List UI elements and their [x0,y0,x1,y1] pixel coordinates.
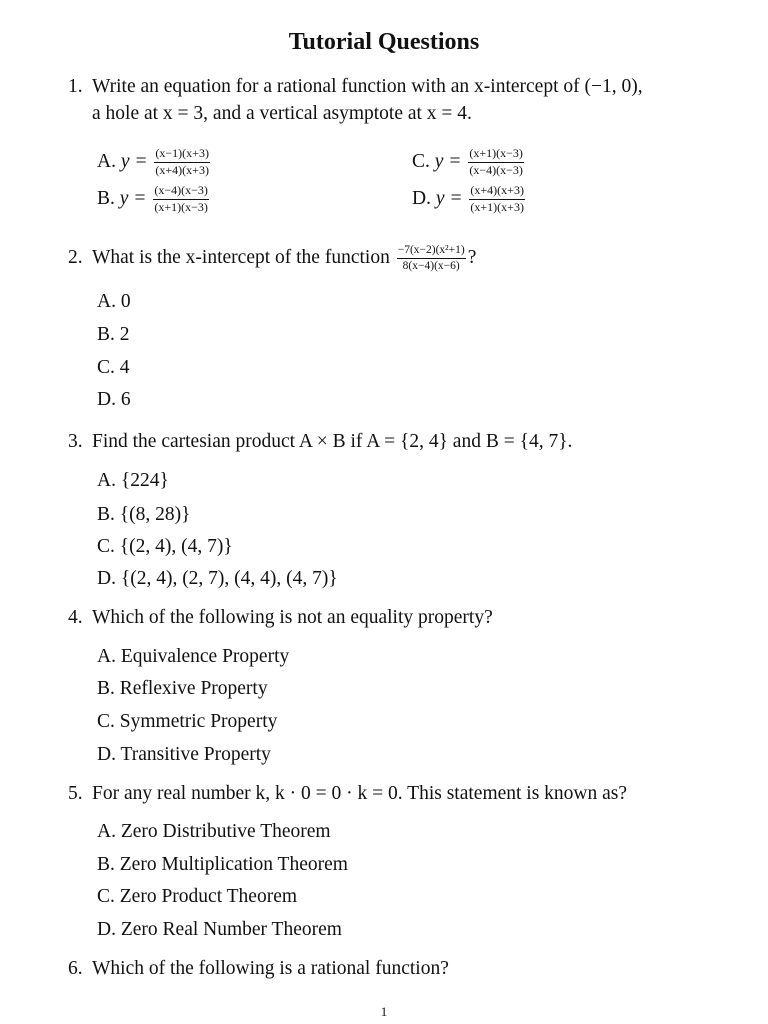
question-1 [68,75,728,126]
option-3c: C. {(2, 4), (4, 7)} [97,536,233,557]
question-number: 3. [68,431,83,452]
option-fraction: $\frac{(x-4)(x-3)}{(x+1)(x-3)}$ [154,183,208,214]
question-text: For any real number k, k · 0 = 0 · k = 0. This statement is known as? [92,783,628,804]
option-1a [97,147,212,178]
question-2: 2. What is the x-intercept of the function $\frac{\text{−7(x−2)(x²+1)}}{8(x-4)(x-6)}$ ? [68,244,477,273]
question-text: Which of the following is not an equality property? [92,607,493,628]
option-4a: A. Equivalence Property [97,646,290,667]
option-1b [97,184,211,215]
option-lhs: y = [435,187,463,209]
option-2a: A. 0 [97,291,131,312]
option-lhs: y = [119,187,147,209]
question-text-line2: a hole at x = 3, and a vertical asymptote at x = 4. [92,103,472,125]
question-text: Find the cartesian product A × B if A = {2, 4} and B = {4, 7}. [92,431,573,452]
option-lhs: y = [434,150,462,172]
option-fraction: $\frac{(x+4)(x+3)}{(x+1)(x+3)}$ [470,183,524,214]
page-number: 1 [380,1004,388,1019]
question-text-line1: Write an equation for a rational function with an x-intercept of (−1, 0), [92,76,643,97]
option-3b: B. {(8, 28)} [97,504,191,525]
option-5c: C. Zero Product Theorem [97,886,298,907]
question-number: 6. [68,958,83,979]
option-fraction: $\frac{(x+1)(x-3)}{(x-4)(x-3)}$ [469,146,523,177]
option-label: B. [97,187,115,209]
question-3 [68,430,728,453]
question-fraction: $\frac{\text{−7(x−2)(x²+1)}}{8(x-4)(x-6)}$ [397,244,465,273]
question-4 [68,606,728,629]
option-5d: D. Zero Real Number Theorem [97,919,342,940]
question-number: 5. [68,783,83,804]
option-1d [412,184,527,215]
option-label: C. [412,150,430,172]
question-text: What is the x-intercept of the function [92,247,390,269]
option-label: D. [412,187,431,209]
option-4c: C. Symmetric Property [97,711,278,732]
option-fraction: $\frac{(x-1)(x+3)}{(x+4)(x+3)}$ [155,146,209,177]
option-1c [412,147,526,178]
option-lhs: y = [120,150,148,172]
question-number: 2. [68,247,83,269]
option-2b: B. 2 [97,324,130,345]
question-6 [68,957,728,980]
option-3d: D. {(2, 4), (2, 7), (4, 4), (4, 7)} [97,568,338,589]
question-text: Which of the following is a rational function? [92,958,449,979]
option-5b: B. Zero Multiplication Theorem [97,854,348,875]
question-number: 1. [68,76,83,97]
option-4d: D. Transitive Property [97,744,271,765]
question-5 [68,782,728,805]
question-number: 4. [68,607,83,628]
page-title: Tutorial Questions [288,29,480,55]
option-label: A. [97,150,116,172]
option-2d: D. 6 [97,389,131,410]
option-4b: B. Reflexive Property [97,678,268,699]
option-2c: C. 4 [97,357,130,378]
option-3a: A. {224} [97,470,169,491]
option-5a: A. Zero Distributive Theorem [97,821,331,842]
